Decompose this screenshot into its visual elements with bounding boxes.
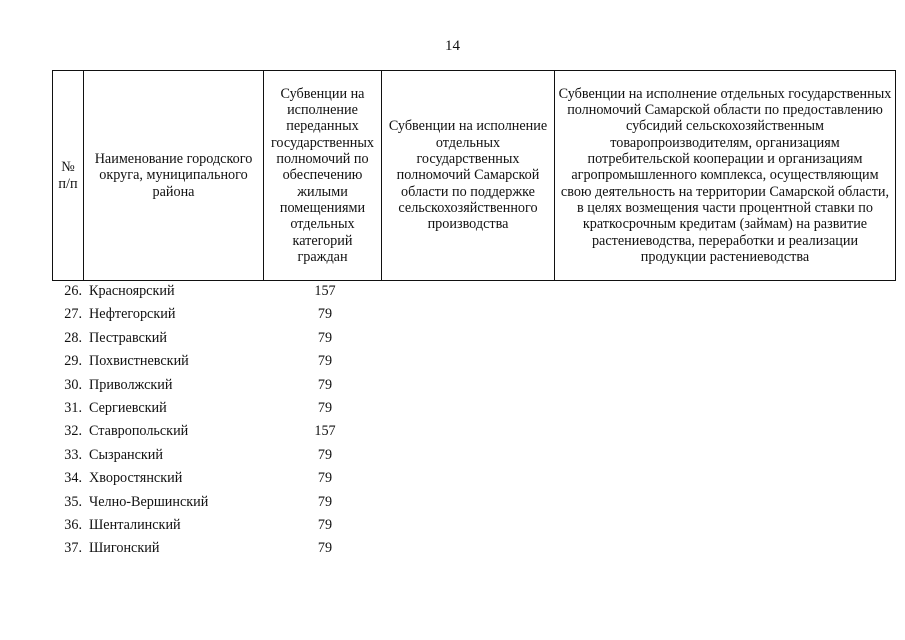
row-number: 29. <box>64 353 82 370</box>
table-row <box>52 491 412 513</box>
row-number: 30. <box>64 376 82 393</box>
municipality-name: Похвистневский <box>89 353 189 370</box>
municipality-name: Сергиевский <box>89 400 167 416</box>
housing-subvention-value: 157 <box>314 423 336 440</box>
row-number: 31. <box>64 400 82 416</box>
municipality-name: Челно-Вершинский <box>89 493 209 510</box>
header-interest-rate-subvention: Субвенции на исполнение отдельных государственных полномочий Самарской области по предоставлению субсидий сельскохозяйственным товаропроизводителям, организациям потребительской кооперации и организациям агропромышленного комплекса, осуществляющим свою деятельность на территории Самарской области, в целях возмещения части процентной ставки по краткосрочным кредитам (займам) на развитие растениеводства, переработки и реализации продукции растениеводства <box>555 71 896 281</box>
row-number: 26. <box>64 283 82 299</box>
header-agriculture-support-subvention: Субвенции на исполнение отдельных государственных полномочий Самарской области по поддержке сельскохозяйственного производства <box>382 71 555 281</box>
housing-subvention-value: 79 <box>317 353 333 370</box>
housing-subvention-value: 79 <box>317 306 333 323</box>
housing-subvention-value: 79 <box>317 493 333 510</box>
row-number: 37. <box>64 540 82 557</box>
municipality-name: Приволжский <box>89 376 173 393</box>
housing-subvention-value: 79 <box>317 517 333 533</box>
housing-subvention-value: 79 <box>317 470 333 487</box>
page-number: 14 <box>445 38 460 54</box>
table-row <box>52 420 412 442</box>
table-row <box>52 350 412 372</box>
table-row <box>52 444 412 466</box>
row-number: 33. <box>64 446 82 463</box>
municipality-name: Шенталинский <box>89 517 181 533</box>
table-row <box>52 280 412 302</box>
municipality-name: Нефтегорский <box>89 306 176 323</box>
row-number: 32. <box>64 423 82 440</box>
row-number: 35. <box>64 493 82 510</box>
housing-subvention-value: 79 <box>317 376 333 393</box>
municipality-name: Ставропольский <box>89 423 189 440</box>
housing-subvention-value: 79 <box>317 540 333 557</box>
housing-subvention-value: 79 <box>317 400 333 416</box>
table-row <box>52 327 412 349</box>
housing-subvention-value: 79 <box>317 329 333 346</box>
table-header <box>52 70 896 281</box>
municipality-name: Шигонский <box>89 540 160 557</box>
table-row <box>52 397 412 419</box>
table-row <box>52 374 412 396</box>
table-row <box>52 514 412 536</box>
table-row <box>52 537 412 559</box>
header-housing-subvention: Субвенции на исполнение переданных государственных полномочий по обеспечению жилыми помещениями отдельных категорий граждан <box>264 71 382 281</box>
housing-subvention-value: 79 <box>317 446 333 463</box>
municipality-name: Сызранский <box>89 446 163 463</box>
municipality-name: Красноярский <box>89 283 175 299</box>
row-number: 27. <box>64 306 82 323</box>
header-municipality-name: Наименование городского округа, муниципального района <box>84 71 264 281</box>
table-row <box>52 303 412 325</box>
row-number: 34. <box>64 470 82 487</box>
header-number: № п/п <box>53 71 84 281</box>
table-row <box>52 467 412 489</box>
housing-subvention-value: 157 <box>314 283 336 299</box>
municipality-name: Пестравский <box>89 329 167 346</box>
municipality-name: Хворостянский <box>89 470 183 487</box>
row-number: 36. <box>64 517 82 533</box>
row-number: 28. <box>64 329 82 346</box>
